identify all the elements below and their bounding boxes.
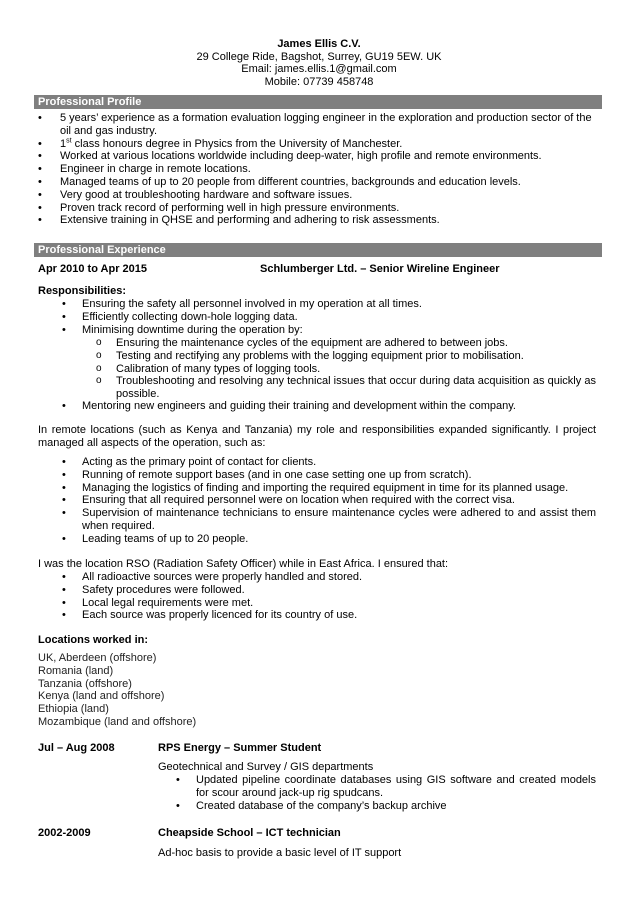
list-item: • Engineer in charge in remote locations. xyxy=(38,163,598,176)
degree-sup: st xyxy=(66,136,72,144)
cv-header xyxy=(0,38,638,88)
list-item: • Extensive training in QHSE and performing and adhering to risk assessments. xyxy=(38,214,598,227)
list-item: • Each source was properly licenced for its country of use. xyxy=(62,609,598,622)
list-item: • 5 years’ experience as a formation evaluation logging engineer in the exploration and production sector of the oil and gas industry. xyxy=(38,112,598,138)
location-item: Ethiopia (land) xyxy=(38,703,109,716)
list-item: • Supervision of maintenance technicians to ensure maintenance cycles were adhered to and assist them when required. xyxy=(62,507,596,533)
locations-list xyxy=(38,652,196,729)
list-item: • Running of remote support bases (and in one case setting one up from scratch). xyxy=(62,469,596,482)
locations-label: Locations worked in: xyxy=(38,634,149,646)
rso-list xyxy=(62,571,598,622)
list-item: o Calibration of many types of logging tools. xyxy=(96,363,596,376)
sub-list xyxy=(96,337,596,401)
list-item: o Testing and rectifying any problems with the logging equipment prior to mobilisation. xyxy=(96,350,596,363)
email: Email: james.ellis.1@gmail.com xyxy=(241,63,397,75)
section-heading-profile: Professional Profile xyxy=(34,95,602,109)
job1-title: Schlumberger Ltd. – Senior Wireline Engineer xyxy=(260,263,500,275)
location-item: UK, Aberdeen (offshore) xyxy=(38,652,157,664)
job2-dates: Jul – Aug 2008 xyxy=(38,742,115,754)
location-item: Mozambique (land and offshore) xyxy=(38,715,197,728)
remote-list xyxy=(62,456,596,546)
list-item: • Ensuring the safety all personnel involved in my operation at all times. xyxy=(62,298,598,311)
list-item: • Ensuring that all required personnel were on location when required with the correct visa. xyxy=(62,494,596,507)
degree-text: class honours degree in Physics from the University of Manchester. xyxy=(74,137,403,150)
cv-name: James Ellis C.V. xyxy=(277,38,361,50)
job3-dates: 2002-2009 xyxy=(38,827,91,839)
job2-title: RPS Energy – Summer Student xyxy=(158,742,322,754)
list-item xyxy=(38,138,598,151)
remote-intro: In remote locations (such as Kenya and Tanzania) my role and responsibilities expanded significantly. I project managed all aspects of the operation, such as: xyxy=(38,424,596,449)
job3-title: Cheapside School – ICT technician xyxy=(158,827,341,839)
list-item: • All radioactive sources were properly handled and stored. xyxy=(62,571,598,584)
job1-dates: Apr 2010 to Apr 2015 xyxy=(38,263,148,275)
list-item: • Very good at troubleshooting hardware and software issues. xyxy=(38,189,598,202)
rso-intro: I was the location RSO (Radiation Safety Officer) while in East Africa. I ensured that: xyxy=(38,558,449,570)
list-item: • Created database of the company’s backup archive xyxy=(176,800,596,813)
list-item: • Managing the logistics of finding and importing the required equipment in time for its planned usage. xyxy=(62,482,596,495)
list-item: • Efficiently collecting down-hole logging data. xyxy=(62,311,598,324)
list-item: • Managed teams of up to 20 people from different countries, backgrounds and education levels. xyxy=(38,176,598,189)
location-item: Kenya (land and offshore) xyxy=(38,690,165,703)
degree-prefix: 1 xyxy=(60,137,67,150)
location-item: Tanzania (offshore) xyxy=(38,677,132,690)
list-item: o Ensuring the maintenance cycles of the equipment are adhered to between jobs. xyxy=(96,337,596,350)
list-item: • Mentoring new engineers and guiding their training and development within the company. xyxy=(62,400,598,413)
list-item: • Minimising downtime during the operation by: xyxy=(62,324,598,337)
job3-desc: Ad-hoc basis to provide a basic level of IT support xyxy=(158,847,402,859)
list-item: • Proven track record of performing well in high pressure environments. xyxy=(38,202,598,215)
job2-dept: Geotechnical and Survey / GIS departments xyxy=(158,761,374,773)
profile-list xyxy=(38,112,598,227)
list-item: o Troubleshooting and resolving any technical issues that occur during data acquisition as quickly as possible. xyxy=(96,375,596,401)
responsibilities-list xyxy=(62,298,598,336)
responsibilities-label: Responsibilities: xyxy=(38,285,127,297)
section-heading-experience: Professional Experience xyxy=(34,243,602,257)
mentoring-list xyxy=(62,400,598,413)
address: 29 College Ride, Bagshot, Surrey, GU19 5EW. UK xyxy=(196,50,442,63)
list-item: • Acting as the primary point of contact for clients. xyxy=(62,456,596,469)
list-item: • Leading teams of up to 20 people. xyxy=(62,533,596,546)
location-item: Romania (land) xyxy=(38,664,114,677)
list-item: • Worked at various locations worldwide including deep-water, high profile and remote environments. xyxy=(38,150,598,163)
mobile: Mobile: 07739 458748 xyxy=(264,75,374,88)
list-item: • Local legal requirements were met. xyxy=(62,597,598,610)
list-item: • Safety procedures were followed. xyxy=(62,584,598,597)
list-item: • Updated pipeline coordinate databases using GIS software and created models for scour around jack-up rig spudcans. xyxy=(176,774,596,800)
job2-list xyxy=(176,774,596,812)
